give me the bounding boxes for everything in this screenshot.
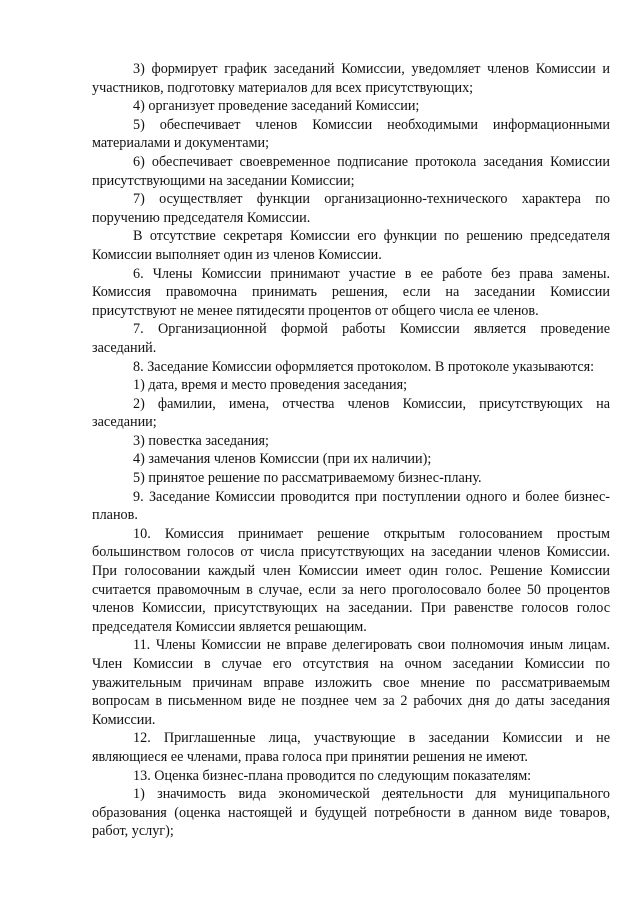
document-body — [92, 60, 610, 841]
protocol-item-2: 2) фамилии, имена, отчества членов Комиссии, присутствующих на заседании; — [92, 395, 610, 431]
paragraph-item-3: 3) формирует график заседаний Комиссии, уведомляет членов Комиссии и участников, подготовку материалов для всех присутствующих; — [92, 61, 610, 96]
paragraph-secretary-absence: В отсутствие секретаря Комиссии его функции по решению председателя Комиссии выполняет один из членов Комиссии. — [92, 228, 610, 263]
paragraph-item-4: 4) организует проведение заседаний Комиссии; — [133, 98, 420, 115]
paragraph-item-7: 7) осуществляет функции организационно-технического характера по поручению председателя Комиссии. — [92, 191, 610, 226]
protocol-item-3: 3) повестка заседания; — [133, 432, 269, 449]
paragraph-item-5: 5) обеспечивает членов Комиссии необходимыми информационными материалами и документами; — [92, 116, 610, 152]
protocol-item-4: 4) замечания членов Комиссии (при их наличии); — [133, 451, 432, 468]
protocol-item-1: 1) дата, время и место проведения заседания; — [133, 377, 408, 394]
paragraph-clause-6: 6. Члены Комиссии принимают участие в ее работе без права замены. Комиссия правомочна принимать решения, если на заседании Комиссии присутствуют не менее пятидесяти процентов от общего числа ее членов. — [92, 265, 610, 319]
paragraph-clause-13: 13. Оценка бизнес-плана проводится по следующим показателям: — [133, 767, 532, 784]
protocol-item-5: 5) принятое решение по рассматриваемому бизнес-плану. — [133, 470, 482, 487]
paragraph-clause-8: 8. Заседание Комиссии оформляется протоколом. В протоколе указываются: — [133, 358, 595, 375]
paragraph-clause-11: 11. Члены Комиссии не вправе делегировать свои полномочия иным лицам. Член Комиссии в случае его отсутствия на очном заседании Комиссии по уважительным причинам вправе изложить свое мнение по рассматриваемым вопросам в письменном виде не позднее чем за 2 рабочих дня до даты заседания Комиссии. — [92, 637, 610, 728]
paragraph-item-6: 6) обеспечивает своевременное подписание протокола заседания Комиссии присутствующими на заседании Комиссии; — [92, 153, 610, 189]
paragraph-clause-7: 7. Организационной формой работы Комиссии является проведение заседаний. — [92, 321, 610, 356]
paragraph-clause-12: 12. Приглашенные лица, участвующие в заседании Комиссии и не являющиеся ее членами, права голоса при принятии решения не имеют. — [92, 730, 610, 765]
paragraph-clause-10: 10. Комиссия принимает решение открытым голосованием простым большинством голосов от числа присутствующих на заседании членов Комиссии. При голосовании каждый член Комиссии имеет один голос. Решение Комиссии считается правомочным в случае, если за него проголосовало более 50 процентов членов Комиссии, присутствующих на заседании. При равенстве голосов голос председателя Комиссии является решающим. — [92, 525, 610, 635]
criteria-item-1: 1) значимость вида экономической деятельности для муниципального образования (оценка настоящей и будущей потребности в данном виде товаров, работ, услуг); — [92, 786, 610, 840]
paragraph-clause-9: 9. Заседание Комиссии проводится при поступлении одного и более бизнес-планов. — [92, 488, 610, 524]
